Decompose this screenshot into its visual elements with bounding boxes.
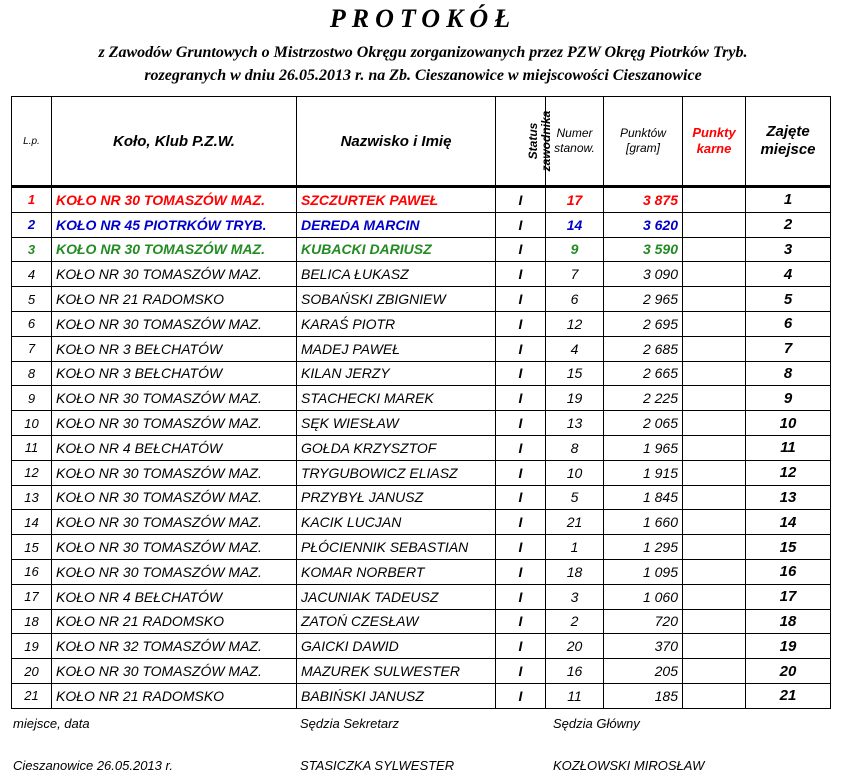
row-stand: 2 [546,609,604,634]
row-status: I [496,559,546,584]
row-points: 2 065 [604,411,683,436]
row-name: KOMAR NORBERT [297,559,496,584]
row-points: 1 295 [604,535,683,560]
row-club: KOŁO NR 30 TOMASZÓW MAZ. [52,262,297,287]
row-status: I [496,287,546,312]
row-name: BABIŃSKI JANUSZ [297,683,496,708]
row-status: I [496,683,546,708]
table-row [12,485,831,510]
row-penalty [683,535,746,560]
row-status: I [496,187,546,213]
row-penalty [683,609,746,634]
row-status: I [496,361,546,386]
row-points: 2 225 [604,386,683,411]
row-place: 20 [746,659,831,684]
row-lp: 6 [12,311,52,336]
row-lp: 20 [12,659,52,684]
footer-chief-label: Sędzia Główny [553,716,640,731]
row-penalty [683,683,746,708]
table-row [12,535,831,560]
row-points: 720 [604,609,683,634]
footer-place-date: Cieszanowice 26.05.2013 r. [13,758,173,773]
row-club: KOŁO NR 30 TOMASZÓW MAZ. [52,485,297,510]
row-stand: 21 [546,510,604,535]
row-status: I [496,634,546,659]
header-club: Koło, Klub P.Z.W. [52,97,297,187]
row-stand: 6 [546,287,604,312]
row-points: 1 915 [604,460,683,485]
row-status: I [496,659,546,684]
row-place: 13 [746,485,831,510]
row-place: 8 [746,361,831,386]
row-place: 2 [746,212,831,237]
row-status: I [496,460,546,485]
table-row [12,584,831,609]
row-lp: 19 [12,634,52,659]
row-stand: 20 [546,634,604,659]
row-penalty [683,510,746,535]
row-status: I [496,609,546,634]
results-table [11,96,831,709]
row-name: JACUNIAK TADEUSZ [297,584,496,609]
row-place: 11 [746,435,831,460]
row-stand: 3 [546,584,604,609]
row-lp: 3 [12,237,52,262]
row-penalty [683,336,746,361]
table-row [12,237,831,262]
table-row [12,311,831,336]
row-lp: 4 [12,262,52,287]
row-club: KOŁO NR 30 TOMASZÓW MAZ. [52,659,297,684]
table-row [12,683,831,708]
row-status: I [496,237,546,262]
row-name: SOBAŃSKI ZBIGNIEW [297,287,496,312]
table-body [12,187,831,709]
header-lp: L.p. [12,97,52,187]
row-lp: 11 [12,435,52,460]
table-row [12,262,831,287]
row-points: 1 965 [604,435,683,460]
row-name: MADEJ PAWEŁ [297,336,496,361]
table-row [12,336,831,361]
footer-secretary-name: STASICZKA SYLWESTER [300,758,455,773]
row-lp: 9 [12,386,52,411]
table-row [12,634,831,659]
row-lp: 15 [12,535,52,560]
row-lp: 7 [12,336,52,361]
row-penalty [683,659,746,684]
row-place: 9 [746,386,831,411]
row-lp: 1 [12,187,52,213]
row-name: KACIK LUCJAN [297,510,496,535]
row-points: 205 [604,659,683,684]
row-club: KOŁO NR 45 PIOTRKÓW TRYB. [52,212,297,237]
row-place: 7 [746,336,831,361]
row-stand: 10 [546,460,604,485]
row-club: KOŁO NR 21 RADOMSKO [52,287,297,312]
row-points: 370 [604,634,683,659]
row-points: 1 660 [604,510,683,535]
row-name: KUBACKI DARIUSZ [297,237,496,262]
row-stand: 4 [546,336,604,361]
row-name: GAICKI DAWID [297,634,496,659]
row-club: KOŁO NR 32 TOMASZÓW MAZ. [52,634,297,659]
row-lp: 12 [12,460,52,485]
row-place: 17 [746,584,831,609]
table-row [12,287,831,312]
row-penalty [683,287,746,312]
header-stand-number: Numer stanow. [546,97,604,187]
document-title: PROTOKÓŁ [329,4,517,33]
footer-chief-name: KOZŁOWSKI MIROSŁAW [553,758,705,773]
footer-secretary-label: Sędzia Sekretarz [300,716,399,731]
row-status: I [496,262,546,287]
row-name: SĘK WIESŁAW [297,411,496,436]
row-points: 1 060 [604,584,683,609]
row-lp: 16 [12,559,52,584]
row-club: KOŁO NR 30 TOMASZÓW MAZ. [52,559,297,584]
header-points-gram: Punktów [gram] [604,97,683,187]
row-club: KOŁO NR 4 BEŁCHATÓW [52,435,297,460]
row-name: PŁÓCIENNIK SEBASTIAN [297,535,496,560]
table-row [12,510,831,535]
row-lp: 2 [12,212,52,237]
row-penalty [683,460,746,485]
row-name: STACHECKI MAREK [297,386,496,411]
row-stand: 12 [546,311,604,336]
row-points: 2 965 [604,287,683,312]
header-status [496,97,553,187]
table-row [12,435,831,460]
row-club: KOŁO NR 30 TOMASZÓW MAZ. [52,187,297,213]
row-penalty [683,386,746,411]
row-club: KOŁO NR 3 BEŁCHATÓW [52,336,297,361]
row-name: BELICA ŁUKASZ [297,262,496,287]
row-club: KOŁO NR 21 RADOMSKO [52,609,297,634]
row-name: TRYGUBOWICZ ELIASZ [297,460,496,485]
row-name: KILAN JERZY [297,361,496,386]
row-place: 18 [746,609,831,634]
row-name: GOŁDA KRZYSZTOF [297,435,496,460]
row-club: KOŁO NR 30 TOMASZÓW MAZ. [52,311,297,336]
row-club: KOŁO NR 30 TOMASZÓW MAZ. [52,386,297,411]
row-stand: 15 [546,361,604,386]
row-place: 19 [746,634,831,659]
row-place: 10 [746,411,831,436]
header-name: Nazwisko i Imię [297,97,496,187]
row-club: KOŁO NR 3 BEŁCHATÓW [52,361,297,386]
table-row [12,659,831,684]
table-row [12,559,831,584]
row-stand: 9 [546,237,604,262]
document-subtitle-2: rozegranych w dniu 26.05.2013 r. na Zb. Cieszanowice w miejscowości Cieszanowice [144,67,702,84]
row-club: KOŁO NR 21 RADOMSKO [52,683,297,708]
row-place: 21 [746,683,831,708]
row-status: I [496,212,546,237]
table-row [12,411,831,436]
table-row [12,212,831,237]
row-penalty [683,411,746,436]
row-place: 12 [746,460,831,485]
row-place: 6 [746,311,831,336]
row-lp: 5 [12,287,52,312]
table-row [12,386,831,411]
row-lp: 10 [12,411,52,436]
row-lp: 17 [12,584,52,609]
row-club: KOŁO NR 30 TOMASZÓW MAZ. [52,237,297,262]
row-name: ZATOŃ CZESŁAW [297,609,496,634]
row-points: 3 620 [604,212,683,237]
row-status: I [496,485,546,510]
row-status: I [496,411,546,436]
row-lp: 18 [12,609,52,634]
table-row [12,361,831,386]
row-club: KOŁO NR 4 BEŁCHATÓW [52,584,297,609]
row-stand: 1 [546,535,604,560]
row-points: 2 695 [604,311,683,336]
row-stand: 7 [546,262,604,287]
row-lp: 8 [12,361,52,386]
row-points: 1 845 [604,485,683,510]
row-points: 3 875 [604,187,683,213]
row-stand: 5 [546,485,604,510]
row-place: 16 [746,559,831,584]
row-status: I [496,584,546,609]
row-place: 4 [746,262,831,287]
header-place: Zajęte miejsce [746,97,831,187]
row-place: 14 [746,510,831,535]
row-status: I [496,435,546,460]
row-club: KOŁO NR 30 TOMASZÓW MAZ. [52,411,297,436]
row-stand: 13 [546,411,604,436]
row-lp: 13 [12,485,52,510]
row-penalty [683,634,746,659]
row-club: KOŁO NR 30 TOMASZÓW MAZ. [52,460,297,485]
row-penalty [683,559,746,584]
row-stand: 8 [546,435,604,460]
row-points: 3 090 [604,262,683,287]
row-lp: 21 [12,683,52,708]
row-status: I [496,386,546,411]
row-status: I [496,336,546,361]
row-status: I [496,311,546,336]
header-status-label: Status zawodnika [526,110,553,172]
table-row [12,460,831,485]
row-penalty [683,311,746,336]
row-penalty [683,485,746,510]
row-stand: 17 [546,187,604,213]
row-name: SZCZURTEK PAWEŁ [297,187,496,213]
row-penalty [683,361,746,386]
document-subtitle-1: z Zawodów Gruntowych o Mistrzostwo Okręgu zorganizowanych przez PZW Okręg Piotrków Tryb. [98,44,748,61]
footer-place-date-label: miejsce, data [13,716,90,731]
row-place: 15 [746,535,831,560]
row-status: I [496,510,546,535]
row-name: PRZYBYŁ JANUSZ [297,485,496,510]
row-club: KOŁO NR 30 TOMASZÓW MAZ. [52,510,297,535]
row-points: 3 590 [604,237,683,262]
row-points: 1 095 [604,559,683,584]
row-points: 2 685 [604,336,683,361]
row-points: 185 [604,683,683,708]
row-penalty [683,237,746,262]
row-lp: 14 [12,510,52,535]
row-place: 3 [746,237,831,262]
table-row [12,609,831,634]
row-stand: 14 [546,212,604,237]
row-penalty [683,187,746,213]
row-penalty [683,212,746,237]
header-penalty-points: Punkty karne [683,97,746,187]
table-row [12,187,831,213]
row-penalty [683,435,746,460]
row-place: 1 [746,187,831,213]
row-points: 2 665 [604,361,683,386]
row-club: KOŁO NR 30 TOMASZÓW MAZ. [52,535,297,560]
row-stand: 16 [546,659,604,684]
row-name: KARAŚ PIOTR [297,311,496,336]
row-name: DEREDA MARCIN [297,212,496,237]
table-header-row [12,97,831,187]
row-place: 5 [746,287,831,312]
row-penalty [683,262,746,287]
row-name: MAZUREK SULWESTER [297,659,496,684]
row-status: I [496,535,546,560]
row-penalty [683,584,746,609]
row-stand: 11 [546,683,604,708]
row-stand: 18 [546,559,604,584]
row-stand: 19 [546,386,604,411]
